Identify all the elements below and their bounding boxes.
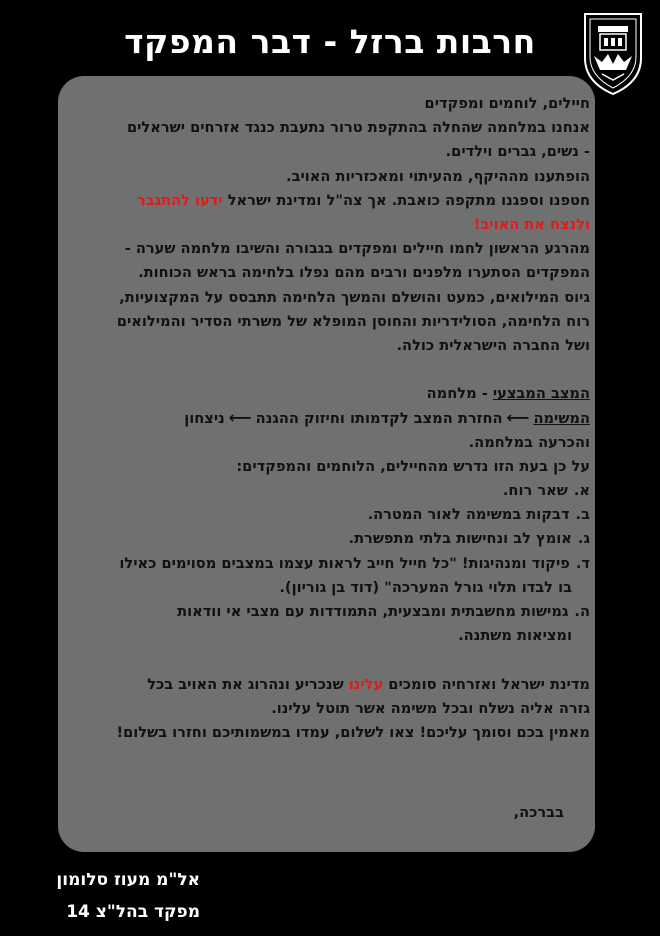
paragraph-2-line: מהרגע הראשון לחמו חיילים ומפקדים בגבורה והשיבו מלחמה שערה -: [124, 240, 590, 258]
closing: בברכה,: [513, 804, 564, 821]
item-text: דבקות במשימה לאור המטרה.: [367, 506, 570, 524]
paragraph-3-line: מאמין בכם וסומך עליכם! צאו לשלום, עמדו במשמותיכם וחזרו בשלום!: [116, 723, 590, 741]
highlighted-text: ולנצח את האויב!: [473, 215, 590, 233]
arrow-left-icon: ⟵: [228, 408, 252, 428]
paragraph-1-line: [72, 189, 590, 213]
list-item: [72, 527, 590, 551]
paragraph-2-line: ושל החברה הישראלית כולה.: [396, 336, 590, 354]
military-shield-emblem-icon: [580, 10, 646, 96]
item-letter: ג.: [577, 530, 590, 548]
paragraph-1-line: הופתענו מההיקף, מהעיתוי ומאכזריות האויב.: [286, 167, 590, 185]
paragraph-2-line: רוח הלחימה, הסולידריות והחוסן המופלא של משרתי הסדיר והמילואים: [116, 312, 590, 330]
paragraph-1-line: - נשים, גברים וילדים.: [445, 143, 590, 161]
list-item: [72, 552, 590, 576]
list-item-continuation: [72, 576, 590, 600]
requirements-list: [72, 479, 590, 648]
item-letter: א.: [573, 482, 590, 499]
requirements-intro: על כן בעת הזו נדרש מהחיילים, הלוחמים והמפקדים:: [236, 457, 590, 475]
paragraph-3-line: גזרה אליה נשלח ובכל משימה אשר תוטל עלינו.: [271, 699, 590, 717]
paragraph-2-line: המפקדים הסתערו מלפנים ורבים מהם נפלו בלחימה בראש הכוחות.: [138, 264, 590, 282]
paragraph-2-line: גיוס המילואים, כמעט והושלם והמשך הלחימה תתבסס על המקצועיות,: [119, 288, 590, 306]
list-item: [72, 479, 590, 503]
page-title: חרבות ברזל - דבר המפקד: [124, 22, 536, 61]
signatory-name: אל"מ מעוז סלומון: [56, 870, 200, 890]
list-item: [72, 600, 590, 624]
mission-label: המשימה: [533, 410, 590, 428]
item-text: פיקוד ומנהיגות! "כל חייל חייב לראות עצמו במצבים מסוימים כאילו: [119, 554, 570, 572]
item-text: גמישות מחשבתית ומבצעית, התמודדות עם מצבי אי וודאות: [177, 602, 569, 620]
highlighted-text: עלינו: [348, 675, 384, 693]
mission-line: [72, 406, 590, 430]
mission-goal: ניצחון: [184, 410, 225, 428]
text: מדינת ישראל ואזרחיה סומכים: [383, 675, 590, 693]
item-text: בו לבדו תלוי גורל המערכה" (דוד בן גוריון).: [279, 578, 572, 596]
item-letter: ד.: [575, 554, 590, 572]
list-item: [72, 503, 590, 527]
highlighted-text: ידעו להתגבר: [136, 191, 223, 209]
list-item-continuation: [72, 624, 590, 648]
item-text: אומץ לב ונחישות בלתי מתפשרת.: [348, 530, 572, 548]
item-letter: ה.: [574, 602, 590, 620]
situation-value: - מלחמה: [426, 385, 493, 403]
item-text: שאר רוח.: [502, 482, 568, 499]
item-letter: ב.: [575, 506, 590, 524]
letter-body: [72, 92, 590, 745]
situation-line: [72, 382, 590, 406]
paragraph-1-line: אנחנו במלחמה שהחלה בהתקפת טרור נתעבת כנגד אזרחים ישראלים: [126, 119, 590, 137]
item-text: ומציאות משתנה.: [458, 627, 572, 645]
arrow-left-icon: ⟵: [506, 408, 530, 428]
mission-line: והכרעה במלחמה.: [468, 433, 590, 451]
greeting: חיילים, לוחמים ומפקדים: [424, 95, 590, 112]
mission-step: החזרת המצב לקדמותו וחיזוק ההגנה: [255, 410, 503, 428]
text: שנכריע ונהרוג את האויב בכל: [147, 675, 349, 693]
situation-label: המצב המבצעי: [492, 385, 590, 403]
paragraph-3-line: [72, 673, 590, 697]
signatory-role: מפקד בהל"צ 14: [66, 902, 200, 922]
text: חטפנו וספגנו מתקפה כואבת. אך צה"ל ומדינת ישראל: [222, 191, 590, 209]
